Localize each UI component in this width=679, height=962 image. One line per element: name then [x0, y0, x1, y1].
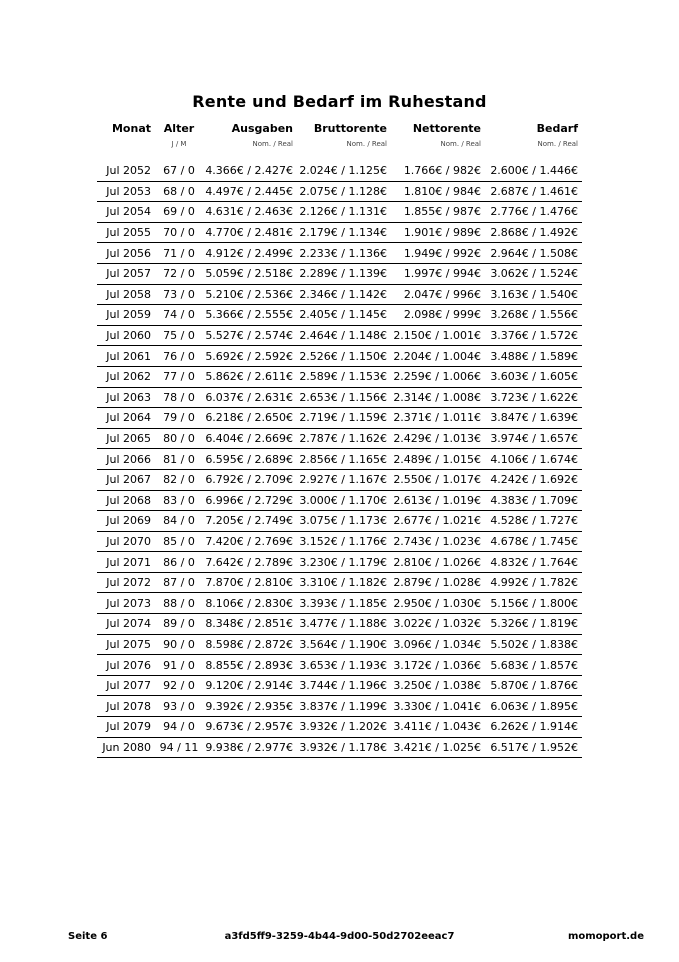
- cell-bruttorente: 2.289€ / 1.139€: [297, 263, 391, 284]
- cell-ausgaben: 6.792€ / 2.709€: [203, 469, 297, 490]
- header-alter: Alter: [163, 122, 195, 135]
- cell-bedarf: 4.832€ / 1.764€: [485, 552, 582, 573]
- cell-bruttorente: 2.346€ / 1.142€: [297, 284, 391, 305]
- cell-bedarf: 5.502€ / 1.838€: [485, 634, 582, 655]
- cell-alter: 90 / 0: [155, 634, 203, 655]
- cell-ausgaben: 9.673€ / 2.957€: [203, 717, 297, 738]
- cell-monat: Jul 2067: [97, 469, 155, 490]
- footer-document-id: a3fd5ff9-3259-4b44-9d00-50d2702eeac7: [224, 931, 455, 942]
- cell-monat: Jun 2080: [97, 737, 155, 758]
- subheader-bruttorente: Nom. / Real: [346, 140, 387, 148]
- table-row: [97, 717, 582, 738]
- page-title: Rente und Bedarf im Ruhestand: [192, 92, 487, 111]
- header-bruttorente: Bruttorente: [313, 122, 387, 135]
- cell-monat: Jul 2079: [97, 717, 155, 738]
- header-bedarf: Bedarf: [536, 122, 578, 135]
- cell-nettorente: 1.766€ / 982€: [391, 161, 485, 181]
- cell-bruttorente: 2.233€ / 1.136€: [297, 243, 391, 264]
- cell-nettorente: 2.613€ / 1.019€: [391, 490, 485, 511]
- cell-bedarf: 3.723€ / 1.622€: [485, 387, 582, 408]
- cell-alter: 78 / 0: [155, 387, 203, 408]
- cell-bruttorente: 2.075€ / 1.128€: [297, 181, 391, 202]
- cell-monat: Jul 2077: [97, 675, 155, 696]
- cell-bruttorente: 2.179€ / 1.134€: [297, 222, 391, 243]
- cell-bruttorente: 2.526€ / 1.150€: [297, 346, 391, 367]
- cell-nettorente: 3.421€ / 1.025€: [391, 737, 485, 758]
- cell-alter: 94 / 11: [155, 737, 203, 758]
- header-nettorente: Nettorente: [412, 122, 481, 135]
- cell-alter: 93 / 0: [155, 696, 203, 717]
- table-row: [97, 572, 582, 593]
- cell-monat: Jul 2078: [97, 696, 155, 717]
- pension-table: [97, 121, 582, 758]
- cell-nettorente: 2.047€ / 996€: [391, 284, 485, 305]
- cell-nettorente: 2.098€ / 999€: [391, 305, 485, 326]
- table-row: [97, 614, 582, 635]
- cell-bedarf: 2.687€ / 1.461€: [485, 181, 582, 202]
- cell-nettorente: 2.150€ / 1.001€: [391, 325, 485, 346]
- subheader-ausgaben: Nom. / Real: [252, 140, 293, 148]
- cell-ausgaben: 5.366€ / 2.555€: [203, 305, 297, 326]
- cell-nettorente: 3.022€ / 1.032€: [391, 614, 485, 635]
- cell-nettorente: 2.371€ / 1.011€: [391, 408, 485, 429]
- cell-ausgaben: 4.770€ / 2.481€: [203, 222, 297, 243]
- cell-ausgaben: 5.527€ / 2.574€: [203, 325, 297, 346]
- cell-alter: 77 / 0: [155, 366, 203, 387]
- cell-monat: Jul 2052: [97, 161, 155, 181]
- table-row: [97, 531, 582, 552]
- cell-ausgaben: 6.218€ / 2.650€: [203, 408, 297, 429]
- cell-bruttorente: 2.927€ / 1.167€: [297, 469, 391, 490]
- cell-alter: 92 / 0: [155, 675, 203, 696]
- cell-alter: 70 / 0: [155, 222, 203, 243]
- header-ausgaben: Ausgaben: [231, 122, 293, 135]
- cell-nettorente: 1.810€ / 984€: [391, 181, 485, 202]
- cell-monat: Jul 2057: [97, 263, 155, 284]
- cell-alter: 87 / 0: [155, 572, 203, 593]
- subheader-nettorente: Nom. / Real: [440, 140, 481, 148]
- cell-bruttorente: 2.653€ / 1.156€: [297, 387, 391, 408]
- table-row: [97, 408, 582, 429]
- cell-nettorente: 2.879€ / 1.028€: [391, 572, 485, 593]
- cell-ausgaben: 9.120€ / 2.914€: [203, 675, 297, 696]
- cell-alter: 79 / 0: [155, 408, 203, 429]
- table-row: [97, 325, 582, 346]
- table-row: [97, 737, 582, 758]
- cell-bedarf: 5.156€ / 1.800€: [485, 593, 582, 614]
- cell-nettorente: 2.429€ / 1.013€: [391, 428, 485, 449]
- table-row: [97, 552, 582, 573]
- cell-ausgaben: 6.996€ / 2.729€: [203, 490, 297, 511]
- table-row: [97, 243, 582, 264]
- cell-nettorente: 1.901€ / 989€: [391, 222, 485, 243]
- cell-monat: Jul 2064: [97, 408, 155, 429]
- cell-bruttorente: 3.564€ / 1.190€: [297, 634, 391, 655]
- table-row: [97, 263, 582, 284]
- cell-bedarf: 2.868€ / 1.492€: [485, 222, 582, 243]
- cell-alter: 94 / 0: [155, 717, 203, 738]
- cell-bedarf: 2.776€ / 1.476€: [485, 202, 582, 223]
- cell-bruttorente: 2.856€ / 1.165€: [297, 449, 391, 470]
- table-row: [97, 490, 582, 511]
- cell-ausgaben: 5.862€ / 2.611€: [203, 366, 297, 387]
- header-monat: Monat: [111, 122, 151, 135]
- cell-alter: 85 / 0: [155, 531, 203, 552]
- cell-monat: Jul 2058: [97, 284, 155, 305]
- cell-monat: Jul 2065: [97, 428, 155, 449]
- table-row: [97, 428, 582, 449]
- cell-alter: 91 / 0: [155, 655, 203, 676]
- cell-alter: 84 / 0: [155, 511, 203, 532]
- cell-ausgaben: 9.938€ / 2.977€: [203, 737, 297, 758]
- cell-bedarf: 5.870€ / 1.876€: [485, 675, 582, 696]
- cell-monat: Jul 2053: [97, 181, 155, 202]
- cell-monat: Jul 2059: [97, 305, 155, 326]
- cell-monat: Jul 2073: [97, 593, 155, 614]
- table-row: [97, 449, 582, 470]
- cell-nettorente: 3.096€ / 1.034€: [391, 634, 485, 655]
- cell-bedarf: 3.603€ / 1.605€: [485, 366, 582, 387]
- cell-ausgaben: 9.392€ / 2.935€: [203, 696, 297, 717]
- table-row: [97, 181, 582, 202]
- cell-ausgaben: 6.595€ / 2.689€: [203, 449, 297, 470]
- cell-ausgaben: 4.631€ / 2.463€: [203, 202, 297, 223]
- cell-bedarf: 3.163€ / 1.540€: [485, 284, 582, 305]
- cell-bruttorente: 2.589€ / 1.153€: [297, 366, 391, 387]
- cell-ausgaben: 7.870€ / 2.810€: [203, 572, 297, 593]
- table-row: [97, 696, 582, 717]
- header-row: [97, 121, 582, 136]
- cell-bruttorente: 2.405€ / 1.145€: [297, 305, 391, 326]
- cell-bedarf: 4.678€ / 1.745€: [485, 531, 582, 552]
- cell-alter: 72 / 0: [155, 263, 203, 284]
- cell-bedarf: 4.106€ / 1.674€: [485, 449, 582, 470]
- cell-bruttorente: 2.719€ / 1.159€: [297, 408, 391, 429]
- table-row: [97, 161, 582, 181]
- cell-ausgaben: 4.912€ / 2.499€: [203, 243, 297, 264]
- cell-bedarf: 5.683€ / 1.857€: [485, 655, 582, 676]
- cell-bedarf: 4.528€ / 1.727€: [485, 511, 582, 532]
- cell-nettorente: 3.330€ / 1.041€: [391, 696, 485, 717]
- cell-nettorente: 1.855€ / 987€: [391, 202, 485, 223]
- cell-monat: Jul 2076: [97, 655, 155, 676]
- cell-nettorente: 1.949€ / 992€: [391, 243, 485, 264]
- cell-bedarf: 3.376€ / 1.572€: [485, 325, 582, 346]
- cell-ausgaben: 7.642€ / 2.789€: [203, 552, 297, 573]
- table-row: [97, 346, 582, 367]
- cell-monat: Jul 2066: [97, 449, 155, 470]
- cell-bedarf: 6.517€ / 1.952€: [485, 737, 582, 758]
- cell-bruttorente: 3.477€ / 1.188€: [297, 614, 391, 635]
- cell-monat: Jul 2060: [97, 325, 155, 346]
- cell-bruttorente: 3.310€ / 1.182€: [297, 572, 391, 593]
- cell-alter: 80 / 0: [155, 428, 203, 449]
- cell-alter: 71 / 0: [155, 243, 203, 264]
- table-row: [97, 511, 582, 532]
- cell-bedarf: 5.326€ / 1.819€: [485, 614, 582, 635]
- cell-bruttorente: 3.932€ / 1.202€: [297, 717, 391, 738]
- cell-alter: 74 / 0: [155, 305, 203, 326]
- cell-bedarf: 3.062€ / 1.524€: [485, 263, 582, 284]
- table-row: [97, 366, 582, 387]
- cell-bruttorente: 2.126€ / 1.131€: [297, 202, 391, 223]
- cell-alter: 69 / 0: [155, 202, 203, 223]
- cell-alter: 86 / 0: [155, 552, 203, 573]
- cell-monat: Jul 2071: [97, 552, 155, 573]
- cell-bedarf: 4.992€ / 1.782€: [485, 572, 582, 593]
- cell-monat: Jul 2070: [97, 531, 155, 552]
- cell-nettorente: 2.677€ / 1.021€: [391, 511, 485, 532]
- cell-bruttorente: 3.744€ / 1.196€: [297, 675, 391, 696]
- subheader-alter: J / M: [171, 140, 187, 148]
- footer-page-number: Seite 6: [68, 931, 108, 942]
- table-body: [97, 152, 582, 758]
- cell-nettorente: 2.259€ / 1.006€: [391, 366, 485, 387]
- cell-ausgaben: 5.692€ / 2.592€: [203, 346, 297, 367]
- cell-nettorente: 2.204€ / 1.004€: [391, 346, 485, 367]
- cell-bruttorente: 3.230€ / 1.179€: [297, 552, 391, 573]
- cell-monat: Jul 2069: [97, 511, 155, 532]
- cell-ausgaben: 4.497€ / 2.445€: [203, 181, 297, 202]
- cell-ausgaben: 8.348€ / 2.851€: [203, 614, 297, 635]
- cell-bruttorente: 3.152€ / 1.176€: [297, 531, 391, 552]
- cell-nettorente: 2.743€ / 1.023€: [391, 531, 485, 552]
- table-row: [97, 593, 582, 614]
- cell-bedarf: 4.242€ / 1.692€: [485, 469, 582, 490]
- cell-alter: 89 / 0: [155, 614, 203, 635]
- table-row: [97, 469, 582, 490]
- cell-alter: 83 / 0: [155, 490, 203, 511]
- cell-bedarf: 3.488€ / 1.589€: [485, 346, 582, 367]
- cell-monat: Jul 2062: [97, 366, 155, 387]
- cell-ausgaben: 8.106€ / 2.830€: [203, 593, 297, 614]
- cell-nettorente: 3.411€ / 1.043€: [391, 717, 485, 738]
- table-row: [97, 634, 582, 655]
- cell-alter: 68 / 0: [155, 181, 203, 202]
- table-row: [97, 655, 582, 676]
- cell-bruttorente: 3.653€ / 1.193€: [297, 655, 391, 676]
- cell-bruttorente: 3.000€ / 1.170€: [297, 490, 391, 511]
- table-row: [97, 222, 582, 243]
- cell-bedarf: 6.262€ / 1.914€: [485, 717, 582, 738]
- cell-alter: 67 / 0: [155, 161, 203, 181]
- subheader-monat: [97, 136, 155, 152]
- cell-bedarf: 2.600€ / 1.446€: [485, 161, 582, 181]
- cell-bedarf: 3.268€ / 1.556€: [485, 305, 582, 326]
- cell-bedarf: 3.974€ / 1.657€: [485, 428, 582, 449]
- cell-ausgaben: 8.855€ / 2.893€: [203, 655, 297, 676]
- cell-ausgaben: 6.404€ / 2.669€: [203, 428, 297, 449]
- cell-alter: 82 / 0: [155, 469, 203, 490]
- cell-monat: Jul 2061: [97, 346, 155, 367]
- cell-bruttorente: 3.837€ / 1.199€: [297, 696, 391, 717]
- cell-bedarf: 4.383€ / 1.709€: [485, 490, 582, 511]
- cell-bruttorente: 3.932€ / 1.178€: [297, 737, 391, 758]
- cell-bruttorente: 2.024€ / 1.125€: [297, 161, 391, 181]
- table-row: [97, 675, 582, 696]
- cell-nettorente: 3.250€ / 1.038€: [391, 675, 485, 696]
- cell-nettorente: 2.950€ / 1.030€: [391, 593, 485, 614]
- cell-ausgaben: 4.366€ / 2.427€: [203, 161, 297, 181]
- cell-bruttorente: 3.393€ / 1.185€: [297, 593, 391, 614]
- cell-nettorente: 2.314€ / 1.008€: [391, 387, 485, 408]
- table-row: [97, 202, 582, 223]
- cell-alter: 88 / 0: [155, 593, 203, 614]
- cell-ausgaben: 7.205€ / 2.749€: [203, 511, 297, 532]
- cell-alter: 75 / 0: [155, 325, 203, 346]
- cell-ausgaben: 6.037€ / 2.631€: [203, 387, 297, 408]
- cell-nettorente: 2.489€ / 1.015€: [391, 449, 485, 470]
- cell-monat: Jul 2075: [97, 634, 155, 655]
- cell-bruttorente: 3.075€ / 1.173€: [297, 511, 391, 532]
- cell-nettorente: 2.550€ / 1.017€: [391, 469, 485, 490]
- cell-alter: 76 / 0: [155, 346, 203, 367]
- cell-bruttorente: 2.464€ / 1.148€: [297, 325, 391, 346]
- table-row: [97, 305, 582, 326]
- table-row: [97, 387, 582, 408]
- cell-monat: Jul 2074: [97, 614, 155, 635]
- cell-alter: 81 / 0: [155, 449, 203, 470]
- cell-monat: Jul 2056: [97, 243, 155, 264]
- cell-monat: Jul 2072: [97, 572, 155, 593]
- cell-ausgaben: 7.420€ / 2.769€: [203, 531, 297, 552]
- cell-monat: Jul 2055: [97, 222, 155, 243]
- cell-nettorente: 2.810€ / 1.026€: [391, 552, 485, 573]
- subheader-row: [97, 136, 582, 152]
- table-row: [97, 284, 582, 305]
- cell-ausgaben: 5.059€ / 2.518€: [203, 263, 297, 284]
- cell-ausgaben: 8.598€ / 2.872€: [203, 634, 297, 655]
- cell-alter: 73 / 0: [155, 284, 203, 305]
- cell-monat: Jul 2054: [97, 202, 155, 223]
- cell-monat: Jul 2063: [97, 387, 155, 408]
- subheader-bedarf: Nom. / Real: [537, 140, 578, 148]
- footer-site: momoport.de: [567, 931, 644, 942]
- cell-monat: Jul 2068: [97, 490, 155, 511]
- cell-bruttorente: 2.787€ / 1.162€: [297, 428, 391, 449]
- cell-bedarf: 6.063€ / 1.895€: [485, 696, 582, 717]
- cell-ausgaben: 5.210€ / 2.536€: [203, 284, 297, 305]
- cell-bedarf: 3.847€ / 1.639€: [485, 408, 582, 429]
- cell-bedarf: 2.964€ / 1.508€: [485, 243, 582, 264]
- cell-nettorente: 3.172€ / 1.036€: [391, 655, 485, 676]
- cell-nettorente: 1.997€ / 994€: [391, 263, 485, 284]
